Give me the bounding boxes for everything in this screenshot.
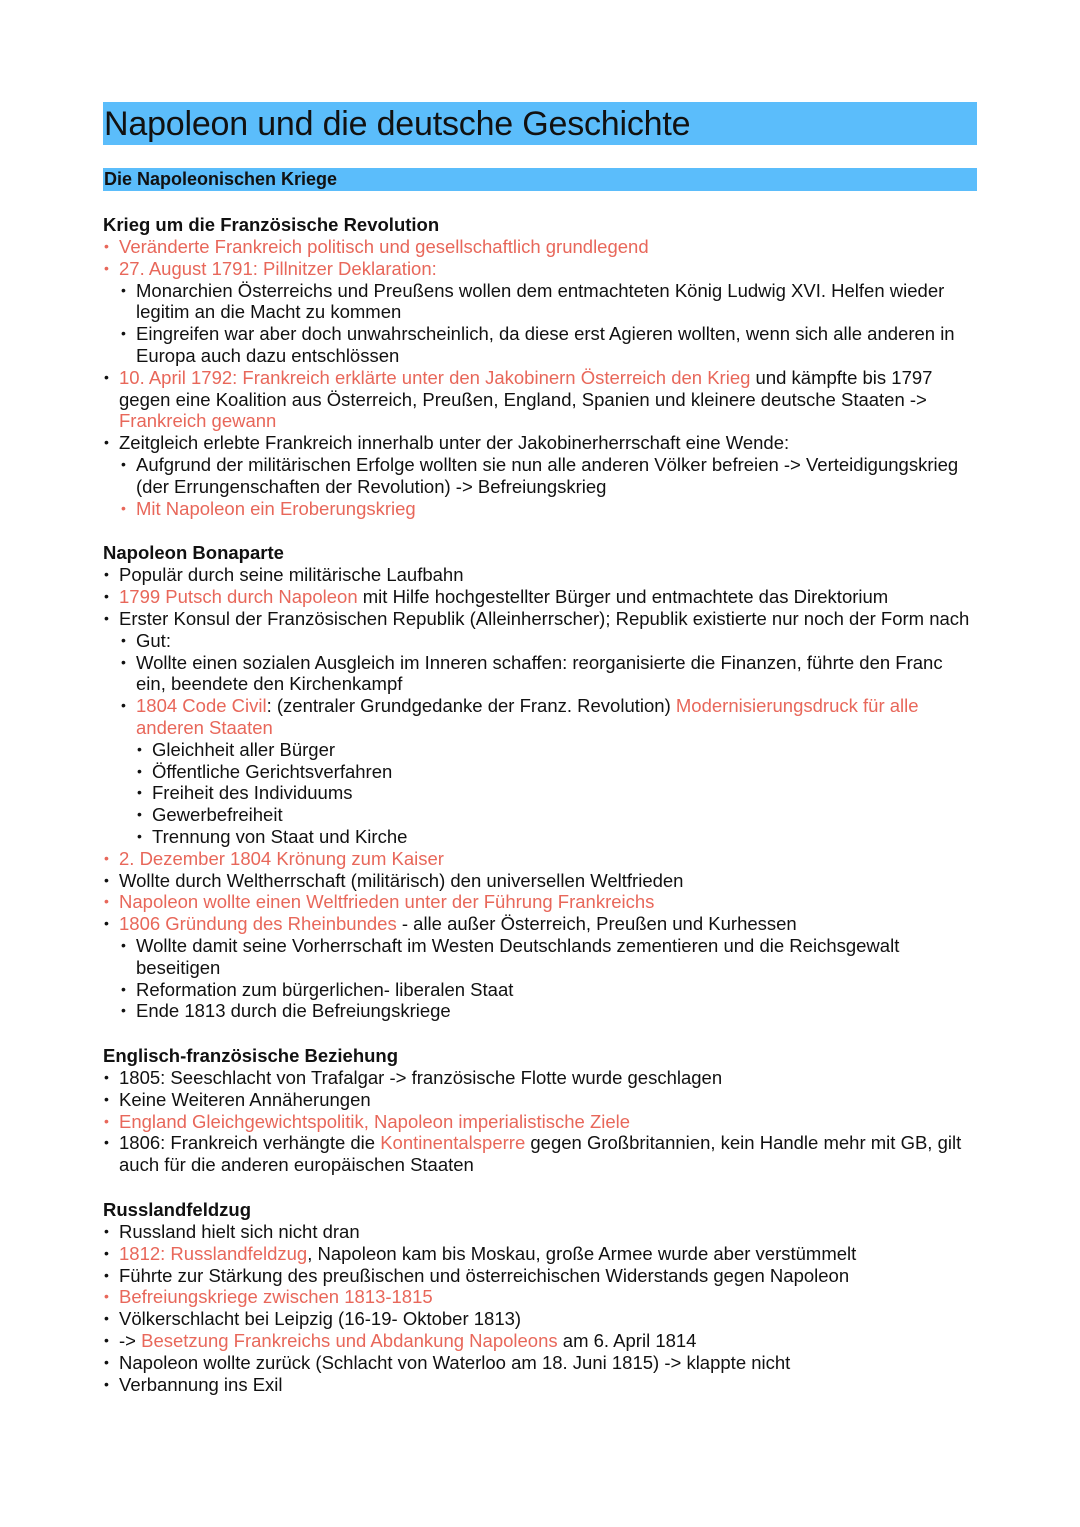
section-heading: Krieg um die Französische Revolution [103,214,440,235]
body-text: Führte zur Stärkung des preußischen und österreichischen Widerstands gegen Napoleon [119,1264,850,1286]
section-heading: Englisch-französische Beziehung [103,1045,399,1067]
body-text: Freiheit des Individuums [152,782,353,804]
body-text: Völkerschlacht bei Leipzig (16-19- Oktober 1813) [119,1308,522,1330]
body-text: Russland hielt sich nicht dran [119,1221,360,1243]
list-item [103,1352,977,1374]
highlighted-text: 1804 Code Civil [136,695,267,717]
list-item [103,367,977,432]
section [103,214,977,519]
highlighted-text: 10. April 1792: Frankreich erklärte unter den Jakobinern Österreich den Krieg [119,366,751,388]
document-page [103,102,977,1395]
highlighted-text: 1799 Putsch durch Napoleon [119,586,358,608]
list-item [103,1089,977,1111]
body-text: - alle außer Österreich, Preußen und Kurhessen [396,913,797,935]
body-text: Populär durch seine militärische Laufbahn [119,564,464,586]
list-item [103,979,977,1001]
highlighted-text: Frankreich gewann [119,410,277,432]
body-text: Napoleon wollte zurück (Schlacht von Waterloo am 18. Juni 1815) -> klappte nicht [119,1351,791,1373]
title-banner [103,102,977,145]
list-item [103,1286,977,1308]
body-text: Wollte einen sozialen Ausgleich im Inneren schaffen: reorganisierte die Finanzen, führte den Franc ein, beendete den Kirchenkampf [136,651,943,695]
body-text: Reformation zum bürgerlichen- liberalen Staat [136,978,514,1000]
highlighted-text: England Gleichgewichtspolitik, Napoleon imperialistische Ziele [119,1110,631,1132]
list-item [103,870,977,892]
body-text: Erster Konsul der Französischen Republik (Alleinherrscher); Republik existierte nur noch der Form nach [119,607,970,629]
page-title: Napoleon und die deutsche Geschichte [104,104,691,143]
highlighted-text: 2. Dezember 1804 Krönung zum Kaiser [119,847,444,869]
list-item [103,739,977,761]
section [103,1045,977,1176]
highlighted-text: Kontinentalsperre [380,1132,526,1154]
body-text: 1806: Frankreich verhängte die [119,1132,381,1154]
list-item [103,1308,977,1330]
list-item [103,608,977,630]
list-item [103,761,977,783]
body-text: Öffentliche Gerichtsverfahren [152,760,393,782]
body-text: Trennung von Staat und Kirche [152,825,408,847]
body-text: Zeitgleich erlebte Frankreich innerhalb unter der Jakobinerherrschaft eine Wende: [119,432,790,454]
body-text: Eingreifen war aber doch unwahrscheinlich, da diese erst Agieren wollten, wenn sich alle anderen in Europa auch dazu entschlössen [136,323,955,366]
list-item [103,695,977,739]
body-text: und kämpfte bis 1797 gegen eine Koalition aus Österreich, Preußen, England, Spanien und kleinere deutsche Staaten -> [119,366,933,410]
highlighted-text: Veränderte Frankreich politisch und gesellschaftlich grundlegend [119,236,649,257]
list-item [103,323,977,367]
list-item [103,1265,977,1287]
list-item [103,1243,977,1265]
list-item [103,586,977,608]
body-text: Ende 1813 durch die Befreiungskriege [136,1000,451,1022]
list-item [103,782,977,804]
list-item [103,1000,977,1022]
list-item [103,1067,977,1089]
bullet-list [103,1221,977,1395]
bullet-list [103,564,977,1022]
list-item [103,236,977,258]
subtitle-banner [103,168,977,191]
list-item [103,891,977,913]
section-heading: Russlandfeldzug [103,1199,252,1221]
list-item [103,1111,977,1133]
list-item [103,826,977,848]
body-text: am 6. April 1814 [557,1330,697,1352]
body-text: Gleichheit aller Bürger [152,738,336,760]
section-heading: Napoleon Bonaparte [103,542,284,564]
page-subtitle: Die Napoleonischen Kriege [104,169,338,189]
list-item [103,454,977,498]
list-item [103,1221,977,1243]
highlighted-text: Mit Napoleon ein Eroberungskrieg [136,497,416,519]
body-text: Wollte durch Weltherrschaft (militärisch) den universellen Weltfrieden [119,869,684,891]
list-item [103,935,977,979]
body-text: Gut: [136,629,171,651]
body-text: gegen Großbritannien, kein Handle mehr mit GB, gilt auch für die anderen europäischen Staaten [119,1132,962,1176]
list-item [103,804,977,826]
sections-container [103,214,977,1395]
body-text: Aufgrund der militärischen Erfolge wollten sie nun alle anderen Völker befreien -> Verteidigungskrieg (der Errungenschaften der Revolution) -> Befreiungskrieg [136,453,959,497]
list-item [103,652,977,696]
highlighted-text: 27. August 1791: Pillnitzer Deklaration: [119,257,437,279]
body-text: -> [119,1330,142,1352]
highlighted-text: Napoleon wollte einen Weltfrieden unter der Führung Frankreichs [119,891,655,913]
body-text: Verbannung ins Exil [119,1373,283,1395]
bullet-list [103,236,977,519]
body-text: Gewerbefreiheit [152,804,283,826]
body-text: Wollte damit seine Vorherrschaft im Westen Deutschlands zementieren und die Reichsgewalt beseitigen [136,934,900,978]
highlighted-text: Befreiungskriege zwischen 1813-1815 [119,1286,433,1308]
body-text: mit Hilfe hochgestellter Bürger und entmachtete das Direktorium [357,586,889,608]
list-item [103,913,977,935]
list-item [103,258,977,280]
list-item [103,848,977,870]
section [103,1199,977,1395]
body-text: Keine Weiteren Annäherungen [119,1088,371,1110]
highlighted-text: 1806 Gründung des Rheinbundes [119,913,397,935]
body-text: Monarchien Österreichs und Preußens wollen dem entmachteten König Ludwig XVI. Helfen wieder legitim an die Macht zu kommen [136,279,945,323]
body-text: , Napoleon kam bis Moskau, große Armee wurde aber verstümmelt [307,1242,857,1264]
bullet-list [103,1067,977,1176]
body-text: : (zentraler Grundgedanke der Franz. Revolution) [266,695,676,717]
list-item [103,630,977,652]
list-item [103,280,977,324]
list-item [103,1374,977,1396]
list-item [103,564,977,586]
list-item [103,498,977,520]
list-item [103,1330,977,1352]
body-text: 1805: Seeschlacht von Trafalgar -> französische Flotte wurde geschlagen [119,1067,723,1089]
highlighted-text: Modernisierungsdruck für alle anderen Staaten [136,695,919,738]
list-item [103,1132,977,1176]
list-item [103,432,977,454]
section [103,542,977,1022]
highlighted-text: Besetzung Frankreichs und Abdankung Napoleons [141,1330,558,1352]
highlighted-text: 1812: Russlandfeldzug [119,1242,308,1264]
